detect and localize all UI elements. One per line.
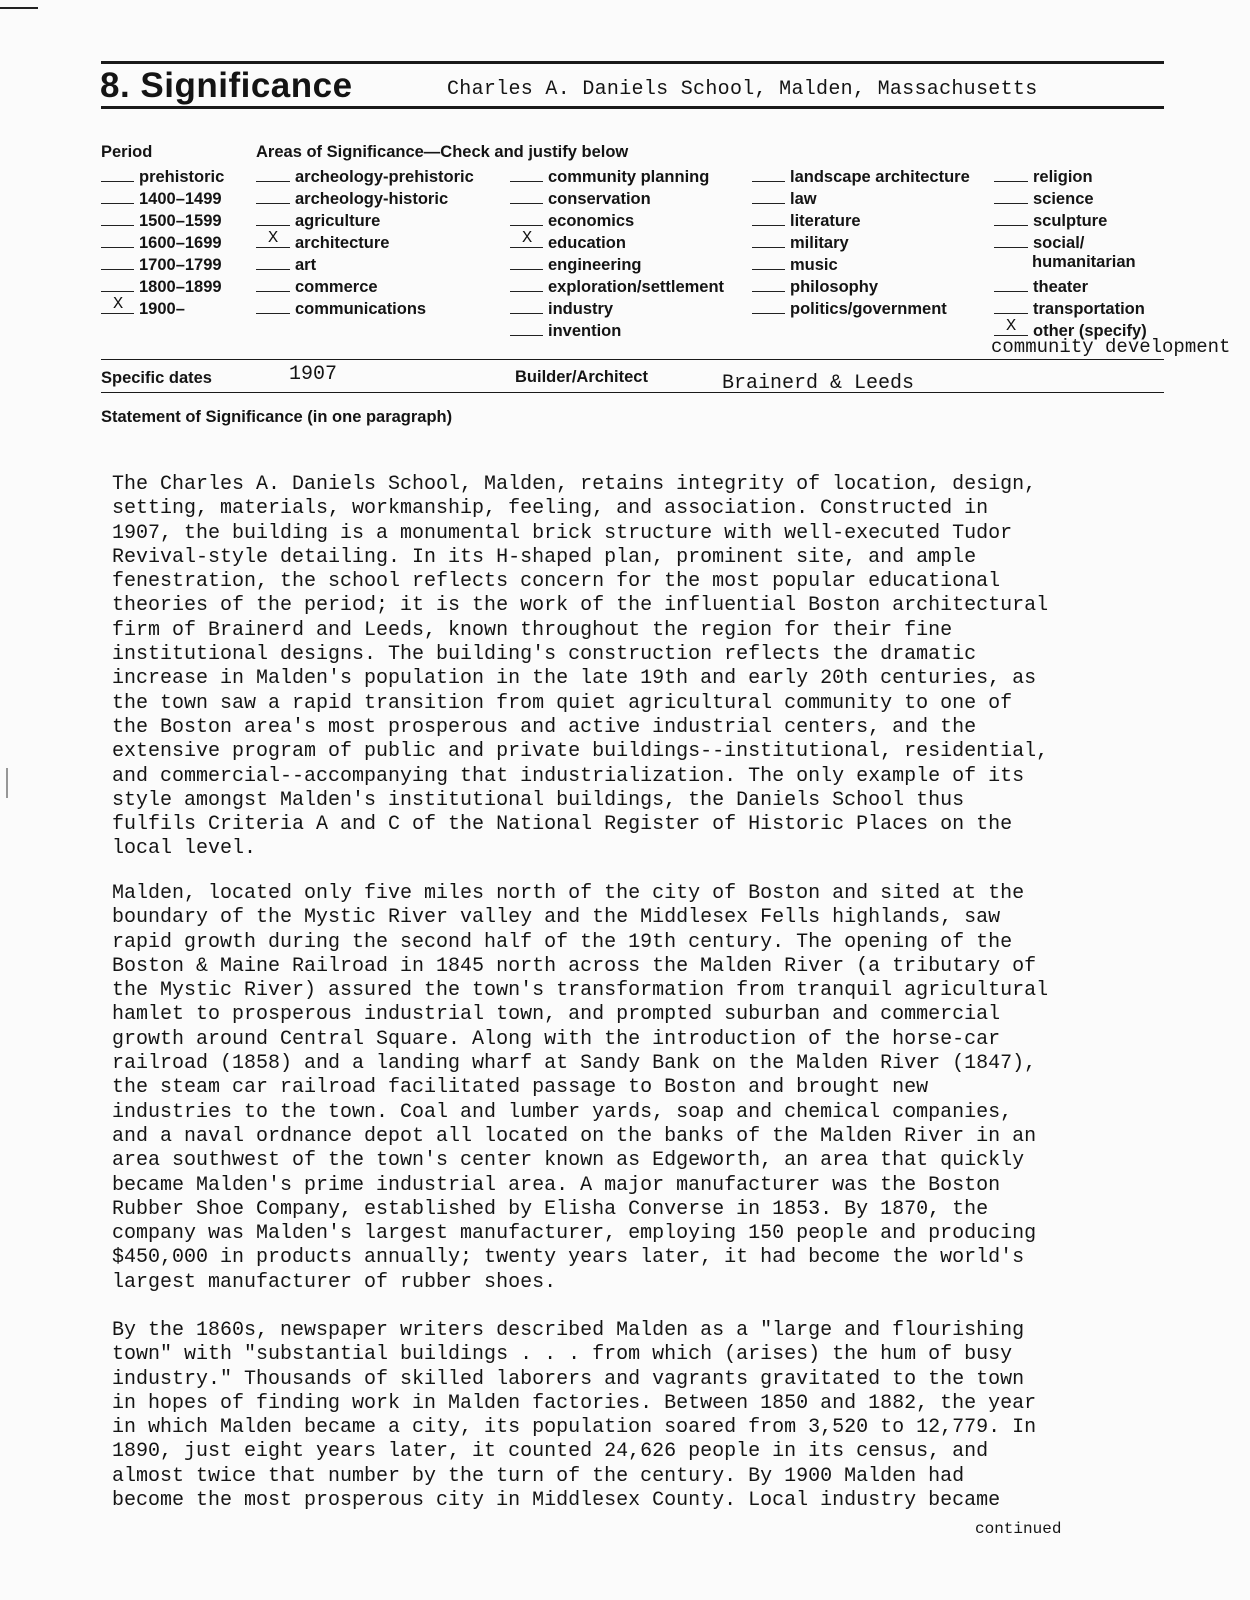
period-heading: Period (101, 143, 153, 161)
check-blank[interactable] (256, 251, 290, 270)
checkbox-label: military (790, 234, 849, 252)
checkbox-row (256, 273, 474, 295)
continued-note: continued (975, 1520, 1062, 1538)
checkbox-label: exploration/settlement (548, 278, 725, 296)
period-column (101, 163, 224, 317)
title-rule (101, 106, 1164, 109)
check-blank[interactable] (256, 163, 290, 182)
checkbox-label: community planning (548, 168, 710, 186)
checkbox-row (994, 251, 1147, 273)
checkbox-row (101, 207, 224, 229)
text-line: increase in Malden's population in the late 19th and early 20th centuries, as (112, 667, 1037, 691)
checkbox-label: archeology-prehistoric (295, 168, 474, 186)
checkbox-label: agriculture (295, 212, 381, 230)
checkbox-row (256, 185, 474, 207)
checkbox-label: engineering (548, 256, 642, 274)
text-line: company was Malden's largest manufacturer, employing 150 people and producing (112, 1222, 1037, 1246)
checkbox-row (752, 295, 970, 317)
text-line: $450,000 in products annually; twenty years later, it had become the world's (112, 1246, 1025, 1270)
text-line: setting, materials, workmanship, feeling, and association. Constructed in (112, 497, 989, 521)
checkbox-row (101, 295, 224, 317)
check-blank[interactable] (510, 163, 543, 182)
text-line: and commercial--accompanying that industrialization. The only example of its (112, 764, 1025, 788)
checkbox-label: transportation (1033, 300, 1145, 318)
scan-mark (6, 768, 8, 798)
checkbox-row (752, 273, 970, 295)
check-blank[interactable] (752, 295, 785, 314)
check-blank[interactable] (510, 317, 543, 336)
check-blank[interactable] (256, 185, 290, 204)
checkbox-label: theater (1033, 278, 1089, 296)
check-blank[interactable] (510, 185, 543, 204)
checkbox-row (101, 229, 224, 251)
text-line: town" with "substantial buildings . . . from which (arises) the hum of busy (112, 1343, 1013, 1367)
checkbox-row (510, 185, 724, 207)
statement-label: Statement of Significance (in one paragraph) (101, 408, 453, 426)
corner-mark (0, 7, 38, 9)
checkbox-label: conservation (548, 190, 651, 208)
areas-column-1 (256, 163, 474, 317)
text-line: Boston & Maine Railroad in 1845 north across the Malden River (a tributary of (112, 954, 1037, 978)
checkbox-row (101, 273, 224, 295)
text-line: become the most prosperous city in Middlesex County. Local industry became (112, 1489, 1001, 1513)
text-line: became Malden's prime industrial area. A major manufacturer was the Boston (112, 1173, 1001, 1197)
checkbox-label: invention (548, 322, 622, 340)
check-blank[interactable] (510, 229, 543, 248)
areas-column-2 (510, 163, 724, 339)
checkbox-row (752, 251, 970, 273)
text-line: 1890, just eight years later, it counted 24,626 people in its census, and (112, 1440, 989, 1464)
check-blank[interactable] (101, 163, 134, 182)
checkbox-row (510, 229, 724, 251)
checkbox-label: archeology-historic (295, 190, 449, 208)
checkbox-label: social/ (1033, 234, 1085, 252)
text-line: Revival-style detailing. In its H-shaped plan, prominent site, and ample (112, 545, 977, 569)
text-line: hamlet to prosperous industrial town, and prompted suburban and commercial (112, 1003, 1001, 1027)
text-line: By the 1860s, newspaper writers described Malden as a "large and flourishing (112, 1319, 1025, 1342)
checkbox-row (101, 251, 224, 273)
checkbox-row (256, 207, 474, 229)
dates-rule (101, 392, 1164, 393)
checkbox-row (752, 185, 970, 207)
checkbox-label: landscape architecture (790, 168, 970, 186)
text-line: The Charles A. Daniels School, Malden, retains integrity of location, design, (112, 473, 1037, 496)
checkbox-label: economics (548, 212, 635, 230)
checkbox-row (510, 251, 724, 273)
checkbox-row (256, 163, 474, 185)
text-line: growth around Central Square. Along with the introduction of the horse-car (112, 1027, 1001, 1051)
check-blank[interactable] (256, 273, 290, 292)
text-line: fenestration, the school reflects concern for the most popular educational (112, 570, 1001, 594)
other-specify-value: community development (991, 336, 1231, 358)
checkbox-row (101, 185, 224, 207)
checkbox-label: humanitarian (1032, 253, 1136, 271)
checkbox-label: philosophy (790, 278, 878, 296)
section-title: 8. Significance (100, 66, 353, 105)
check-blank[interactable] (994, 273, 1028, 292)
areas-heading: Areas of Significance—Check and justify below (256, 143, 629, 161)
text-line: firm of Brainerd and Leeds, known throughout the region for their fine (112, 618, 953, 642)
text-line: the town saw a rapid transition from quiet agricultural community to one of (112, 691, 1013, 715)
checkbox-label: religion (1033, 168, 1093, 186)
check-blank[interactable] (101, 251, 134, 270)
checkbox-label: politics/government (790, 300, 947, 318)
check-blank[interactable] (994, 163, 1028, 182)
checkbox-row (752, 163, 970, 185)
text-line: and a naval ordnance depot all located on the banks of the Malden River in an (112, 1124, 1037, 1148)
checkbox-row (510, 207, 724, 229)
check-blank[interactable] (752, 229, 785, 248)
checkbox-label: communications (295, 300, 427, 318)
areas-column-3 (752, 163, 970, 317)
text-line: industry." Thousands of skilled laborers and vagrants gravitated to the town (112, 1367, 1025, 1391)
text-line: Rubber Shoe Company, established by Elisha Converse in 1853. By 1870, the (112, 1197, 989, 1221)
check-blank[interactable] (101, 229, 134, 248)
checkbox-row (510, 273, 724, 295)
checkbox-label: 1500–1599 (139, 212, 222, 230)
checkbox-label: art (295, 256, 317, 274)
check-blank[interactable] (752, 251, 785, 270)
top-rule (101, 61, 1164, 64)
text-line: in hopes of finding work in Malden factories. Between 1850 and 1882, the year (112, 1391, 1037, 1415)
property-name: Charles A. Daniels School, Malden, Massachusetts (447, 78, 1038, 101)
check-mark: X (268, 229, 279, 248)
check-blank[interactable] (510, 251, 543, 270)
text-line: in which Malden became a city, its population soared from 3,520 to 12,779. In (112, 1416, 1037, 1440)
check-blank[interactable] (256, 207, 290, 226)
checkbox-row (101, 163, 224, 185)
checkbox-label: commerce (295, 278, 378, 296)
checkbox-row (510, 317, 724, 339)
check-blank[interactable] (994, 185, 1028, 204)
check-mark: X (1006, 317, 1017, 336)
checkbox-label: 1800–1899 (139, 278, 222, 296)
text-line: Malden, located only five miles north of the city of Boston and sited at the (112, 882, 1025, 905)
check-blank[interactable] (101, 185, 134, 204)
check-mark: X (522, 229, 533, 248)
check-blank[interactable] (510, 295, 543, 314)
statement-paragraph-3 (112, 1319, 1202, 1513)
checkbox-row (994, 207, 1147, 229)
checkbox-label: sculpture (1033, 212, 1108, 230)
text-line: fulfils Criteria A and C of the National Register of Historic Places on the (112, 813, 1013, 837)
text-line: institutional designs. The building's construction reflects the dramatic (112, 643, 977, 667)
checkbox-label: 1600–1699 (139, 234, 222, 252)
text-line: local level. (112, 837, 257, 861)
areas-bottom-rule (101, 359, 1164, 360)
check-blank[interactable] (510, 273, 543, 292)
text-line: boundary of the Mystic River valley and the Middlesex Fells highlands, saw (112, 906, 1001, 930)
checkbox-label: law (790, 190, 817, 208)
text-line: rapid growth during the second half of the 19th century. The opening of the (112, 930, 1013, 954)
checkbox-label: industry (548, 300, 614, 318)
check-blank[interactable] (256, 295, 290, 314)
text-line: almost twice that number by the turn of the century. By 1900 Malden had (112, 1464, 965, 1488)
text-line: the Boston area's most prosperous and active industrial centers, and the (112, 715, 977, 739)
checkbox-label: other (specify) (1033, 322, 1147, 340)
checkbox-row (994, 295, 1147, 317)
checkbox-label: 1400–1499 (139, 190, 222, 208)
check-blank[interactable] (510, 207, 543, 226)
builder-architect-value: Brainerd & Leeds (722, 372, 915, 395)
checkbox-label: 1700–1799 (139, 256, 222, 274)
checkbox-row (994, 273, 1147, 295)
builder-architect-label: Builder/Architect (515, 368, 648, 386)
check-blank[interactable] (752, 273, 785, 292)
text-line: largest manufacturer of rubber shoes. (112, 1270, 557, 1294)
check-blank[interactable] (752, 163, 785, 182)
check-blank[interactable] (101, 295, 134, 314)
text-line: railroad (1858) and a landing wharf at Sandy Bank on the Malden River (1847), (112, 1052, 1037, 1076)
check-blank[interactable] (994, 229, 1028, 248)
text-line: style amongst Malden's institutional buildings, the Daniels School thus (112, 788, 965, 812)
text-line: 1907, the building is a monumental brick structure with well-executed Tudor (112, 521, 1013, 545)
check-blank[interactable] (752, 185, 785, 204)
checkbox-row (994, 185, 1147, 207)
checkbox-label: 1900– (139, 300, 185, 318)
checkbox-row (752, 207, 970, 229)
specific-dates-label: Specific dates (101, 369, 212, 387)
check-mark: X (113, 295, 124, 314)
checkbox-row (256, 295, 474, 317)
check-blank[interactable] (256, 229, 290, 248)
text-line: industries to the town. Coal and lumber yards, soap and chemical companies, (112, 1100, 1013, 1124)
text-line: extensive program of public and private buildings--institutional, residential, (112, 740, 1049, 764)
check-blank[interactable] (752, 207, 785, 226)
checkbox-label: music (790, 256, 838, 274)
checkbox-label: prehistoric (139, 168, 225, 186)
checkbox-row (752, 229, 970, 251)
check-blank[interactable] (994, 317, 1028, 336)
checkbox-row (510, 295, 724, 317)
statement-paragraph-2 (112, 882, 1202, 1295)
areas-column-4 (994, 163, 1147, 339)
checkbox-label: literature (790, 212, 861, 230)
text-line: the steam car railroad facilitated passage to Boston and brought new (112, 1076, 929, 1100)
check-blank[interactable] (101, 273, 134, 292)
checkbox-row (510, 163, 724, 185)
text-line: the Mystic River) assured the town's transformation from tranquil agricultural (112, 979, 1049, 1003)
checkbox-label: science (1033, 190, 1094, 208)
check-blank[interactable] (994, 207, 1028, 226)
specific-dates-value: 1907 (289, 363, 338, 386)
statement-paragraph-1 (112, 473, 1202, 862)
checkbox-row (994, 229, 1147, 251)
checkbox-row (256, 251, 474, 273)
text-line: area southwest of the town's center known as Edgeworth, an area that quickly (112, 1149, 1025, 1173)
checkbox-label: architecture (295, 234, 390, 252)
checkbox-row (994, 163, 1147, 185)
check-blank[interactable] (994, 295, 1028, 314)
text-line: theories of the period; it is the work of the influential Boston architectural (112, 594, 1049, 618)
checkbox-row (256, 229, 474, 251)
checkbox-label: education (548, 234, 626, 252)
check-blank[interactable] (101, 207, 134, 226)
